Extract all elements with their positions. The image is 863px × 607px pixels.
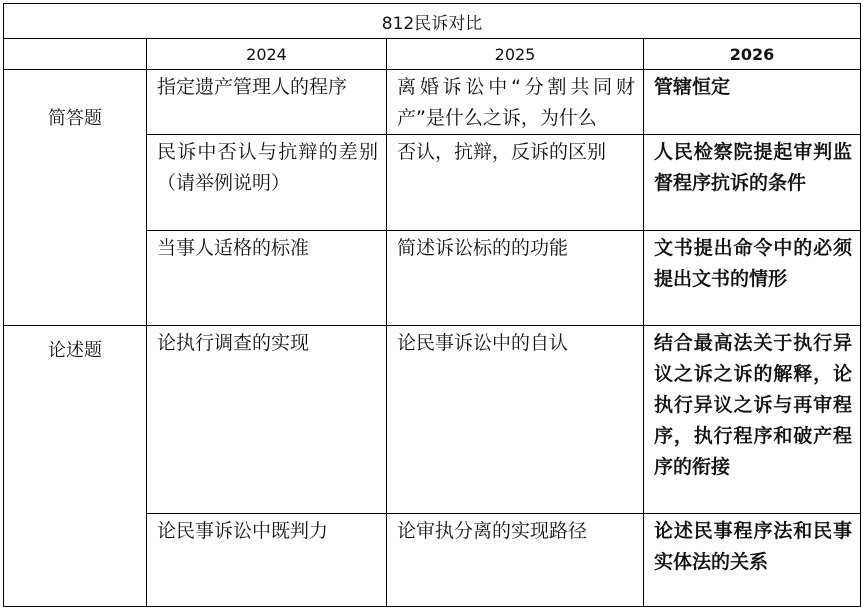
question-cell: 指定遗产管理人的程序: [147, 70, 387, 135]
question-cell: 简述诉讼标的的功能: [387, 231, 644, 326]
question-cell: 民诉中否认与抗辩的差别（请举例说明）: [147, 135, 387, 231]
year-header-2026: 2026: [644, 39, 861, 70]
category-label: 论述题: [48, 340, 102, 361]
year-header-2024: 2024: [147, 39, 387, 70]
question-cell: 论民事诉讼中的自认: [387, 326, 644, 514]
question-cell: 否认，抗辩，反诉的区别: [387, 135, 644, 231]
table-row: [4, 326, 861, 514]
question-cell: 当事人适格的标准: [147, 231, 387, 326]
question-cell: 论执行调查的实现: [147, 326, 387, 514]
title-row: [4, 4, 861, 39]
question-cell: 管辖恒定: [644, 70, 861, 135]
question-cell: 论民事诉讼中既判力: [147, 514, 387, 607]
question-cell: 结合最高法关于执行异议之诉之诉的解释，论执行异议之诉与再审程序，执行程序和破产程序的衔接: [644, 326, 861, 514]
year-header-2025: 2025: [387, 39, 644, 70]
question-cell: 论审执分离的实现路径: [387, 514, 644, 607]
year-header-row: [4, 39, 861, 70]
question-cell: 人民检察院提起审判监督程序抗诉的条件: [644, 135, 861, 231]
table-row: [4, 70, 861, 135]
question-cell: 离婚诉讼中“分割共同财产”是什么之诉，为什么: [387, 70, 644, 135]
table-title: 812民诉对比: [4, 4, 861, 39]
header-empty-cell: [4, 39, 147, 70]
question-cell: 文书提出命令中的必须提出文书的情形: [644, 231, 861, 326]
category-label: 简答题: [48, 108, 102, 129]
category-essay: [4, 326, 147, 607]
question-cell: 论述民事程序法和民事实体法的关系: [644, 514, 861, 607]
comparison-table: [3, 3, 861, 607]
category-short-answer: [4, 70, 147, 326]
